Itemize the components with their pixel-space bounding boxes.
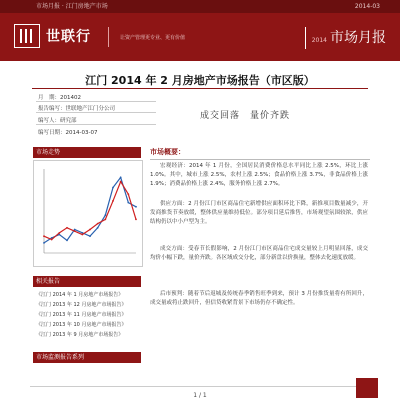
headline-left: 成交回落 <box>200 111 241 121</box>
data-point <box>51 239 53 241</box>
meta-editor: 编写人：研究部 <box>38 118 77 124</box>
data-point <box>135 219 137 221</box>
related-report-list <box>36 290 126 340</box>
header-right-text: 2014-03 <box>354 3 380 10</box>
data-point <box>97 223 99 225</box>
meta-date: 编写日期：2014-03-07 <box>38 130 98 136</box>
data-point <box>135 206 137 208</box>
data-point <box>58 232 60 234</box>
page-number: 1 / 1 <box>193 392 207 399</box>
logo-icon <box>14 24 40 48</box>
brand-name: 世联行 <box>46 29 91 45</box>
data-point <box>120 177 122 179</box>
summary-paragraph: 供应方面：2 月份江门市区商品住宅新增供应面积环比下降，新推项目数量减少，开发商推货节奏放缓，整体供应量维持低位。部分项目延后推售，市场观望氛围较浓，供应结构仍以中小户型为主。 <box>150 201 368 225</box>
summary-paragraph: 宏观经济：2014 年 1 月份，全国居民消费价格总水平同比上涨 2.5%，环比上涨 1.0%。其中，城市上涨 2.5%，农村上涨 2.5%；食品价格上涨 3.7%，非食品价格上涨 1.9%；消费品价格上涨 2.4%，服务价格上涨 2.7%。 <box>150 163 368 187</box>
top-bar <box>0 0 400 13</box>
title-divider <box>32 88 368 89</box>
data-point <box>74 229 76 231</box>
page-title: 江门 2014 年 2 月房地产市场报告（市区版） <box>85 74 315 87</box>
section-market-trend: 市场走势 <box>33 147 141 158</box>
brand-band <box>0 13 400 61</box>
related-report-item[interactable]: 《江门 2013 年 9 月房地产市场报告》 <box>36 332 124 338</box>
report-type-en: 2014 <box>311 37 327 44</box>
footer-divider <box>30 386 370 387</box>
summary-heading: 市场概要： <box>150 147 370 160</box>
data-point <box>120 181 122 183</box>
data-point <box>127 202 129 204</box>
data-point <box>66 240 68 242</box>
series-line-1 <box>44 177 136 243</box>
data-point <box>127 193 129 195</box>
summary-paragraph: 后市预判：随着节后返城及传统春季销售旺季到来，预计 3 月份推货量将有所回升，成交量或将止跌回升，但信贷收紧背景下市场仍存不确定性。 <box>150 291 368 306</box>
data-point <box>81 234 83 236</box>
data-point <box>89 229 91 231</box>
related-report-item[interactable]: 《江门 2014 年 1 月房地产市场报告》 <box>36 292 124 298</box>
data-point <box>104 214 106 216</box>
trend-chart <box>33 160 143 267</box>
meta-author-unit: 报告编写：世联地产江门分公司 <box>38 106 116 112</box>
meta-divider <box>36 124 156 125</box>
header-left-text: 市场月报 · 江门房地产市场 <box>36 3 108 10</box>
data-point <box>43 242 45 244</box>
series-line-2 <box>44 182 136 240</box>
meta-period: 月 期：201402 <box>38 95 81 101</box>
trend-chart-svg <box>34 161 142 266</box>
brand-divider <box>108 27 109 47</box>
related-report-item[interactable]: 《江门 2013 年 12 月房地产市场报告》 <box>36 302 127 308</box>
section-monitor: 市场监测报告系列 <box>33 352 141 363</box>
section-related-reports: 相关报告 <box>33 276 141 287</box>
data-point <box>112 187 114 189</box>
data-point <box>89 235 91 237</box>
report-type-label <box>305 27 392 49</box>
data-point <box>104 219 106 221</box>
meta-divider <box>36 112 156 113</box>
related-report-item[interactable]: 《江门 2013 年 11 月房地产市场报告》 <box>36 312 127 318</box>
data-point <box>97 227 99 229</box>
related-report-item[interactable]: 《江门 2013 年 10 月房地产市场报告》 <box>36 322 127 328</box>
summary-paragraph: 成交方面：受春节长假影响，2 月份江门市区商品住宅成交量较上月明显回落，成交均价小幅下跌，量价齐跌。各区域成交分化，部分新盘以价换量，整体去化速度放缓。 <box>150 246 368 261</box>
data-point <box>43 235 45 237</box>
data-point <box>74 230 76 232</box>
brand-tagline: 让资产管理更专业、更有价值 <box>120 35 186 41</box>
meta-divider <box>36 101 156 102</box>
data-point <box>112 200 114 202</box>
headline <box>200 108 290 121</box>
data-point <box>66 227 68 229</box>
report-type-text: 市场月报 <box>330 30 386 46</box>
headline-right: 量价齐跌 <box>250 111 291 121</box>
